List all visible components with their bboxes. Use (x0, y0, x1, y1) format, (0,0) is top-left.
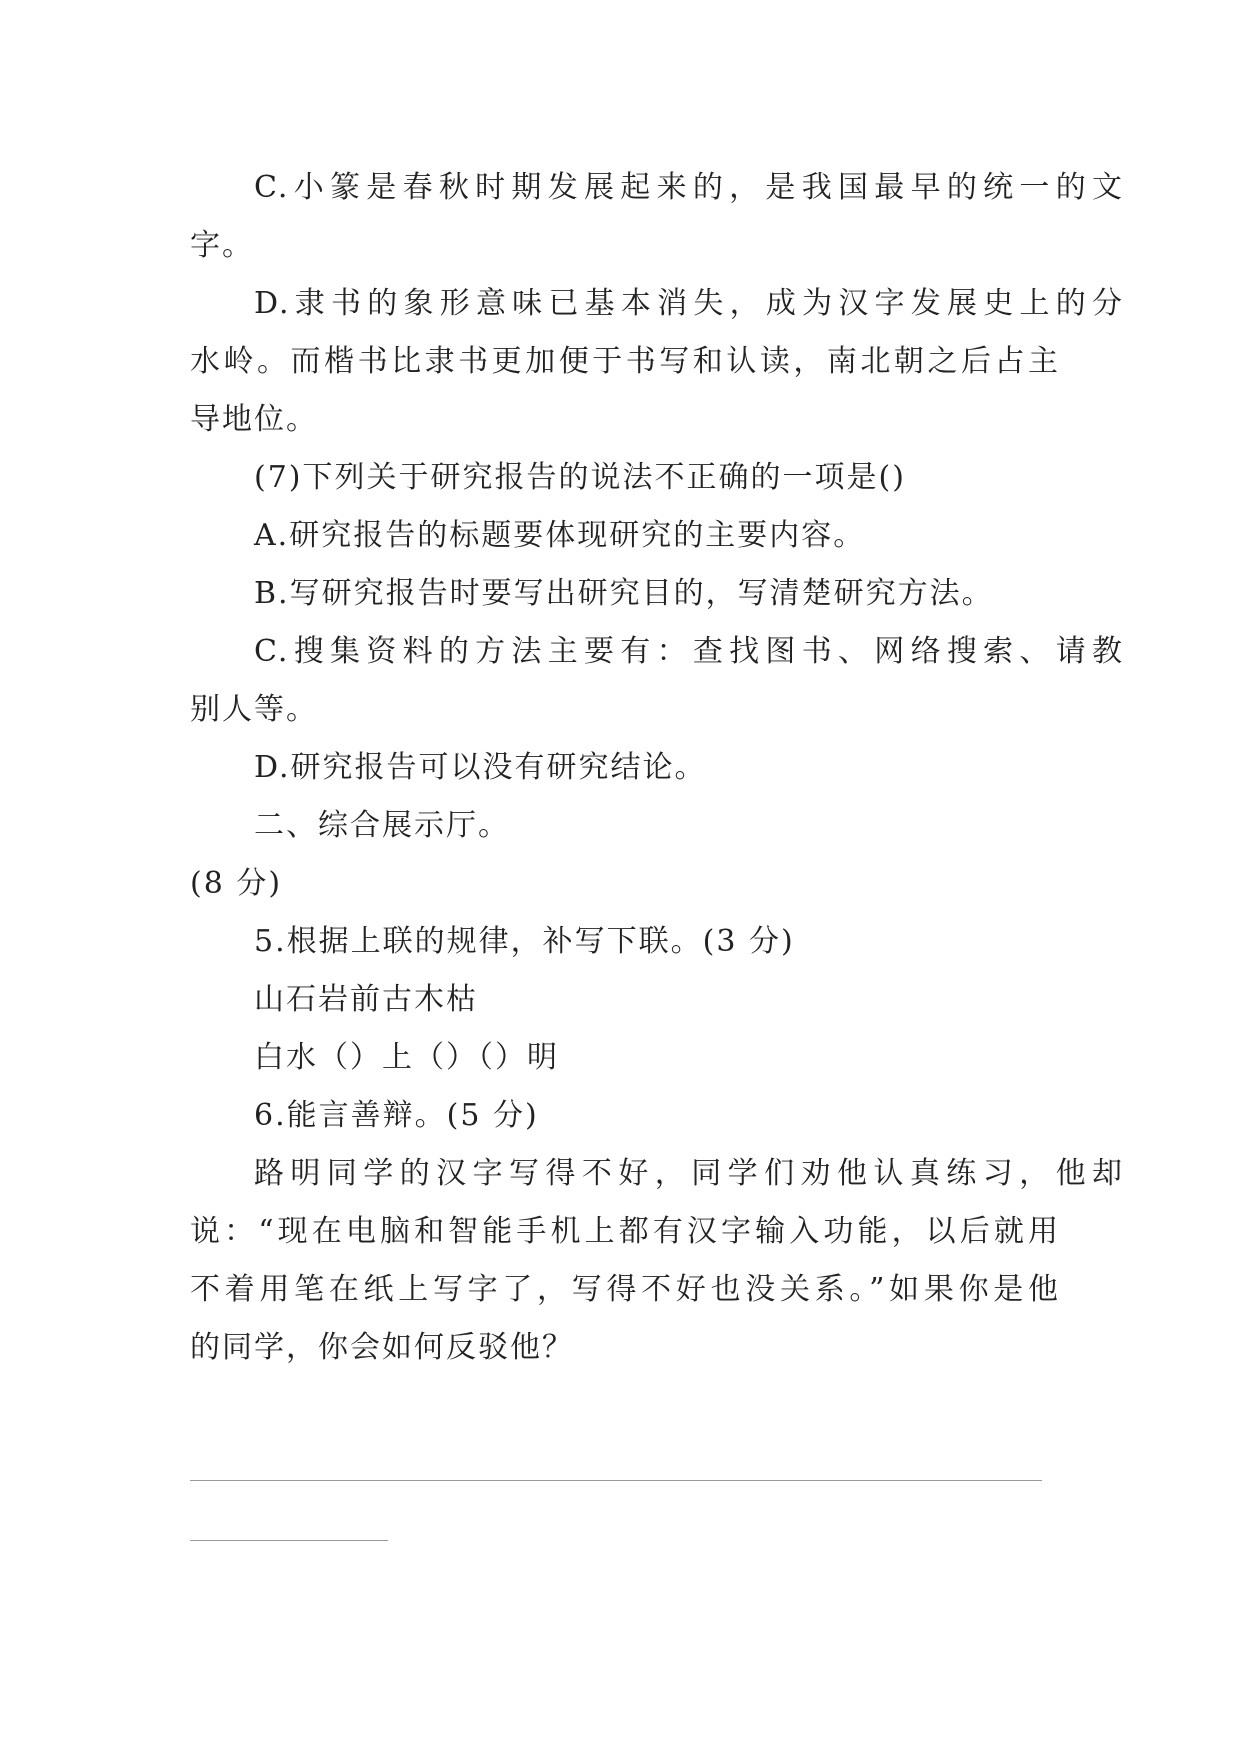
answer-line-2 (190, 1540, 388, 1541)
option-d-line-1: D.隶书的象形意味已基本消失，成为汉字发展史上的分 (254, 286, 1124, 321)
question-7-option-c-line-1: C.搜集资料的方法主要有：查找图书、网络搜索、请教 (254, 634, 1124, 669)
question-6-stem: 6.能言善辩。(5 分) (254, 1098, 539, 1133)
couplet-lower: 白水（）上（）（）明 (254, 1040, 559, 1075)
section-2-score: (8 分) (190, 866, 283, 901)
option-c-line-2: 字。 (190, 228, 254, 263)
question-6-text-line-1: 路明同学的汉字写得不好，同学们劝他认真练习，他却 (254, 1156, 1124, 1191)
question-7-option-a: A.研究报告的标题要体现研究的主要内容。 (254, 518, 866, 553)
question-7-option-b: B.写研究报告时要写出研究目的，写清楚研究方法。 (254, 576, 994, 611)
question-6-text-line-2: 说：“现在电脑和智能手机上都有汉字输入功能，以后就用 (190, 1214, 1060, 1249)
option-c-line-1: C.小篆是春秋时期发展起来的，是我国最早的统一的文 (254, 170, 1124, 205)
question-5-stem: 5.根据上联的规律，补写下联。(3 分) (254, 924, 795, 959)
question-6-text-line-4: 的同学，你会如何反驳他？ (190, 1330, 574, 1365)
option-d-line-2: 水岭。而楷书比隶书更加便于书写和认读，南北朝之后占主 (190, 344, 1060, 379)
couplet-upper: 山石岩前古木枯 (254, 982, 478, 1017)
question-7-option-c-line-2: 别人等。 (190, 692, 318, 727)
option-d-line-3: 导地位。 (190, 402, 318, 437)
question-6-text-line-3: 不着用笔在纸上写字了，写得不好也没关系。”如果你是他 (190, 1272, 1060, 1307)
question-7-option-d: D.研究报告可以没有研究结论。 (254, 750, 707, 785)
section-2-heading: 二、综合展示厅。 (254, 808, 510, 843)
answer-line-1 (190, 1480, 1042, 1481)
question-7-stem: (7)下列关于研究报告的说法不正确的一项是() (254, 460, 906, 495)
